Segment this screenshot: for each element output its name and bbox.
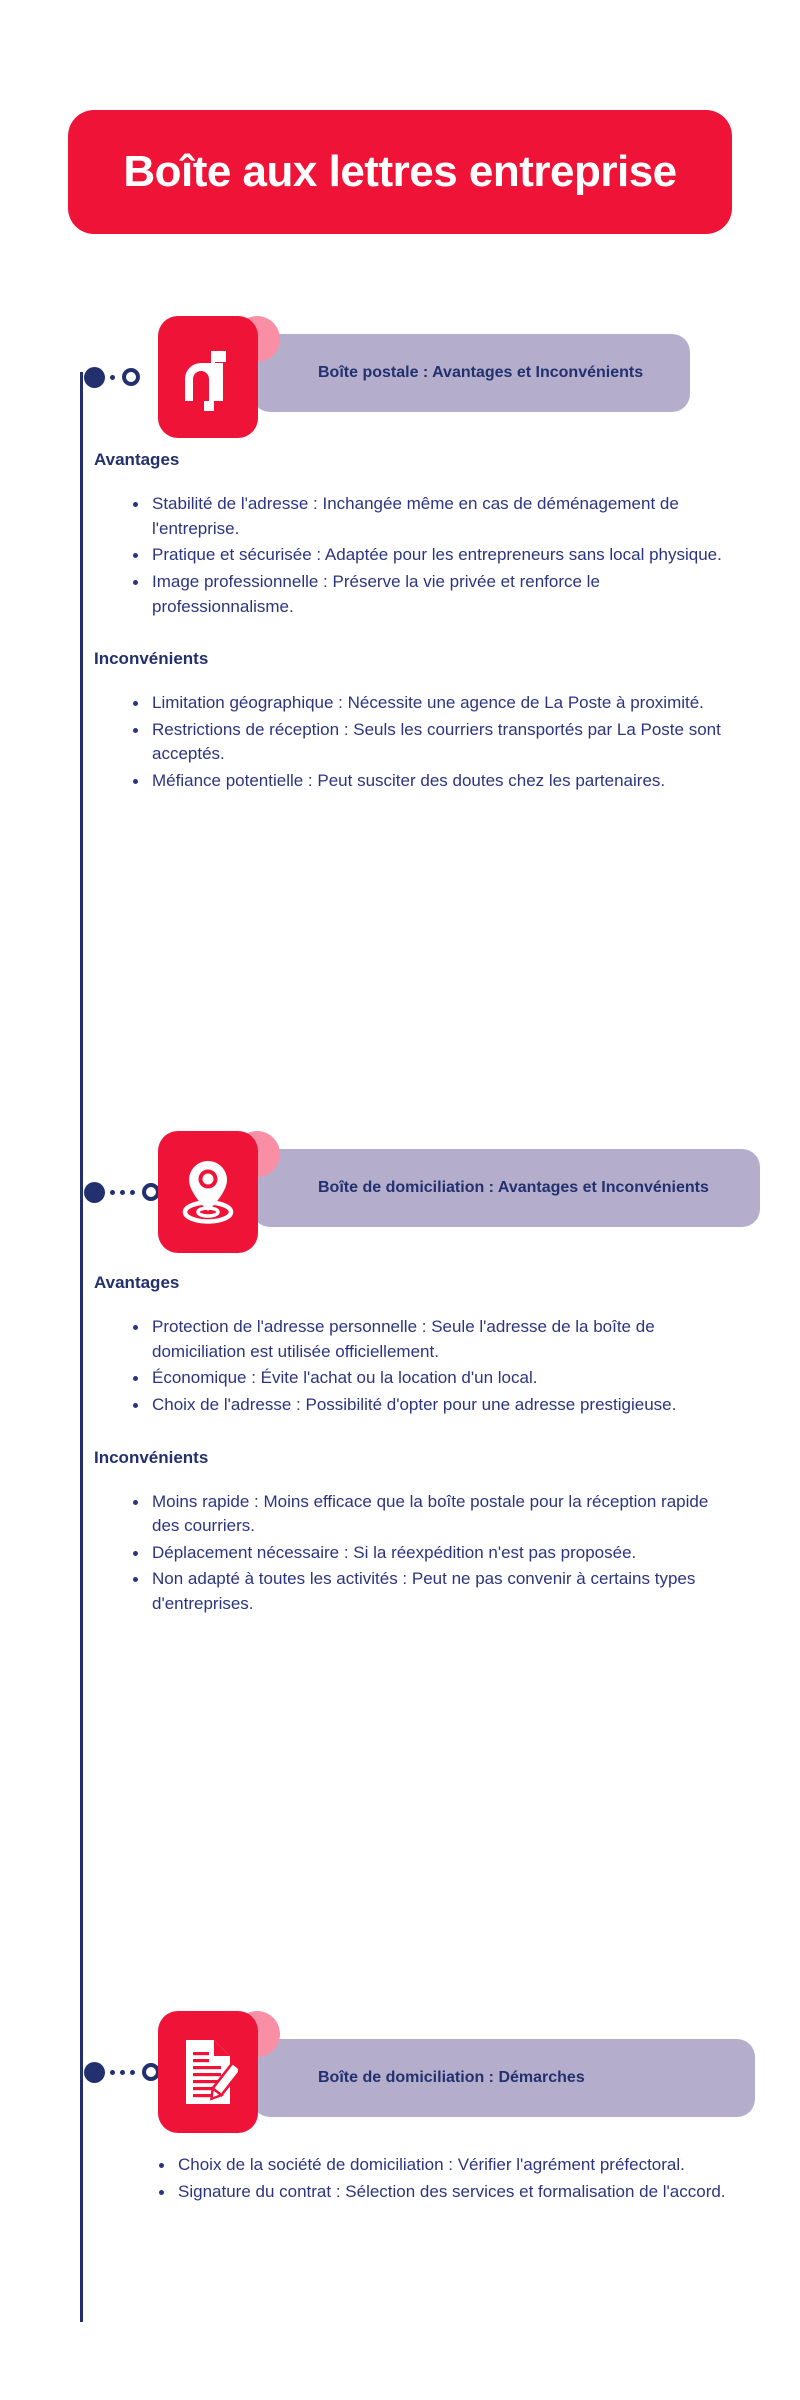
list-item: Signature du contrat : Sélection des services et formalisation de l'accord. <box>156 2180 756 2205</box>
list-item: Restrictions de réception : Seuls les courriers transportés par La Poste sont acceptés. <box>130 718 730 767</box>
list-item: Pratique et sécurisée : Adaptée pour les entrepreneurs sans local physique. <box>130 543 730 568</box>
page-title: Boîte aux lettres entreprise <box>123 146 677 196</box>
timeline-dot-small-icon <box>110 1190 115 1195</box>
list-item: Économique : Évite l'achat ou la location d'un local. <box>130 1366 730 1391</box>
timeline-connector <box>84 366 140 388</box>
page-title-banner <box>68 110 732 234</box>
bullet-list <box>156 2153 784 2204</box>
section-header-title: Boîte de domiciliation : Avantages et Inconvénients <box>318 1179 709 1197</box>
group-inconvenients <box>94 649 784 794</box>
group-avantages <box>94 450 784 619</box>
section-icon-tile-wrap <box>158 1125 268 1255</box>
section-icon-tile-wrap <box>158 2005 268 2135</box>
list-item: Méfiance potentielle : Peut susciter des doutes chez les partenaires. <box>130 769 730 794</box>
section-body <box>94 450 784 796</box>
bullet-list <box>130 492 784 619</box>
group-heading: Avantages <box>94 450 180 469</box>
list-item: Choix de la société de domiciliation : Vérifier l'agrément préfectoral. <box>156 2153 756 2178</box>
list-item: Choix de l'adresse : Possibilité d'opter pour une adresse prestigieuse. <box>130 1393 730 1418</box>
timeline-spine <box>80 372 83 2322</box>
timeline-dot-small-icon <box>110 375 115 380</box>
timeline-connector <box>84 1181 160 1203</box>
timeline-dot-small-icon <box>130 2070 135 2075</box>
list-item: Non adapté à toutes les activités : Peut ne pas convenir à certains types d'entreprises. <box>130 1567 730 1616</box>
list-item: Limitation géographique : Nécessite une agence de La Poste à proximité. <box>130 691 730 716</box>
list-item: Image professionnelle : Préserve la vie privée et renforce le professionnalisme. <box>130 570 730 619</box>
document-pencil-icon <box>158 2011 258 2133</box>
group-demarches <box>94 2153 784 2204</box>
location-pin-icon <box>158 1131 258 1253</box>
section-header-title: Boîte postale : Avantages et Inconvénients <box>318 364 644 382</box>
group-inconvenients <box>94 1448 784 1617</box>
bullet-list <box>130 691 784 794</box>
list-item: Protection de l'adresse personnelle : Seule l'adresse de la boîte de domiciliation est utilisée officiellement. <box>130 1315 730 1364</box>
timeline-dot-ring-icon <box>122 368 140 386</box>
timeline-dot-large-icon <box>84 2062 105 2083</box>
list-item: Déplacement nécessaire : Si la réexpédition n'est pas proposée. <box>130 1541 730 1566</box>
timeline-dot-small-icon <box>120 2070 125 2075</box>
section-icon-tile-wrap <box>158 310 268 440</box>
list-item: Moins rapide : Moins efficace que la boîte postale pour la réception rapide des courriers. <box>130 1490 730 1539</box>
section-header-bar <box>252 334 690 412</box>
group-avantages <box>94 1273 784 1418</box>
mailbox-icon <box>158 316 258 438</box>
timeline-dot-large-icon <box>84 1182 105 1203</box>
timeline-dot-large-icon <box>84 367 105 388</box>
group-heading: Avantages <box>94 1273 180 1292</box>
section-header-bar <box>252 2039 755 2117</box>
bullet-list <box>130 1315 784 1418</box>
bullet-list <box>130 1490 784 1617</box>
group-heading: Inconvénients <box>94 649 209 669</box>
section-body <box>94 2153 784 2206</box>
timeline-dot-small-icon <box>130 1190 135 1195</box>
timeline-dot-small-icon <box>120 1190 125 1195</box>
section-header-title: Boîte de domiciliation : Démarches <box>318 2069 585 2087</box>
section-body <box>94 1273 784 1619</box>
timeline-connector <box>84 2061 160 2083</box>
group-heading: Inconvénients <box>94 1447 209 1467</box>
section-header-bar <box>252 1149 760 1227</box>
list-item: Stabilité de l'adresse : Inchangée même en cas de déménagement de l'entreprise. <box>130 492 730 541</box>
timeline-dot-small-icon <box>110 2070 115 2075</box>
